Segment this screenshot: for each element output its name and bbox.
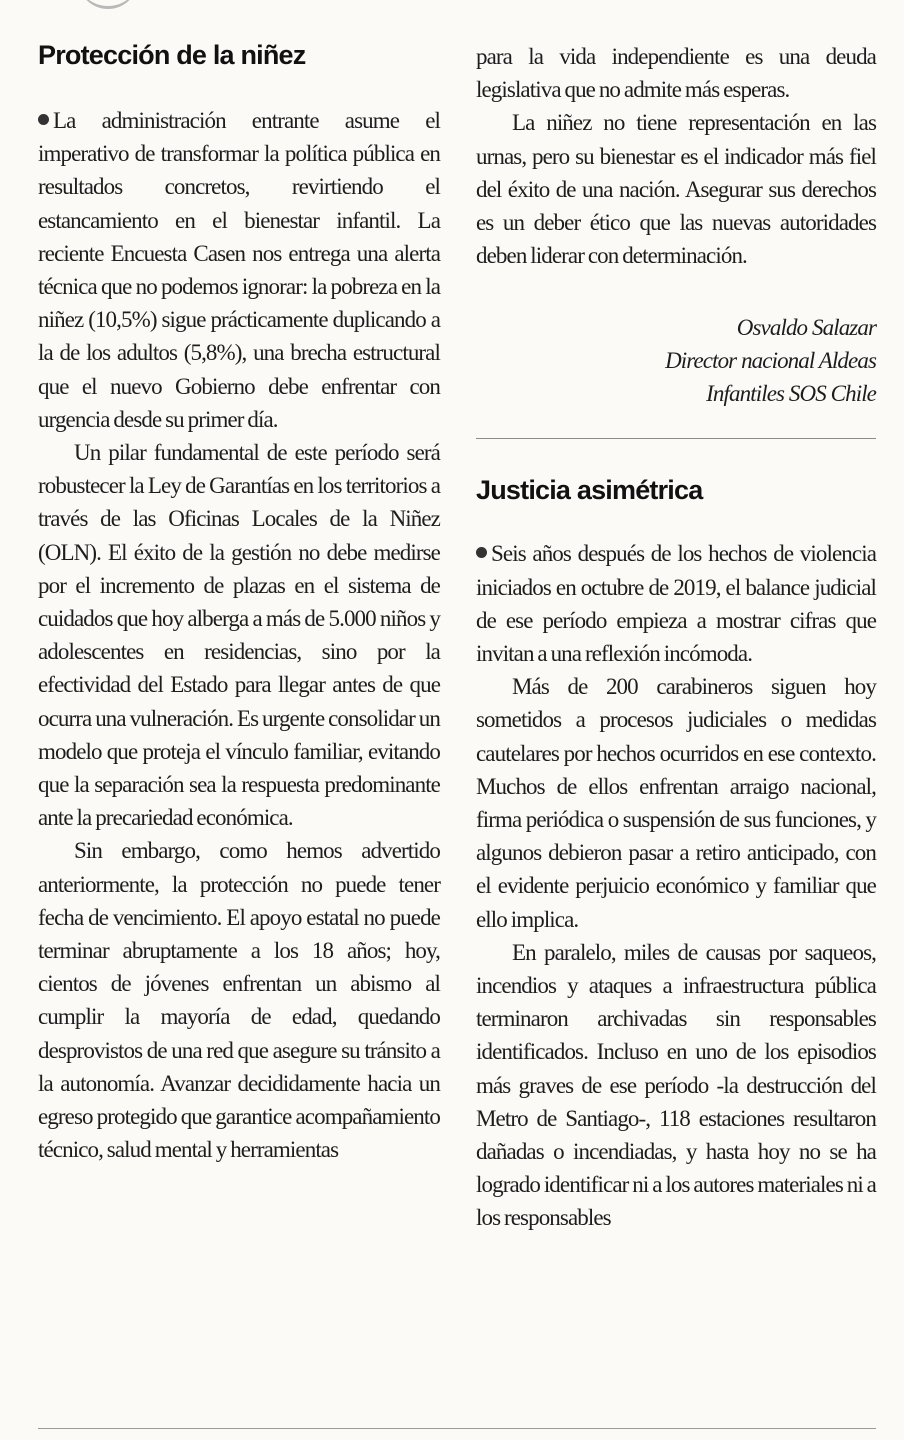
article-body [476, 537, 876, 1234]
article-paragraph: Un pilar fundamental de este período será robustecer la Ley de Garantías en los territorios a través de las Oficinas Locales de la Niñez (OLN). El éxito de la gestión no debe medirse por el incremento de plazas en el sistema de cuidados que hoy alberga a más de 5.000 niños y adolescentes en residencias, sino por la efectividad del Estado para llegar antes de que ocurra una vulneración. Es urgente consolidar un modelo que proteja el vínculo familiar, evitando que la separación sea la respuesta predominante ante la precariedad económica. [38, 440, 440, 831]
left-column [38, 0, 440, 1167]
article-paragraph: Seis años después de los hechos de violencia iniciados en octubre de 2019, el balance judicial de ese período empieza a mostrar cifras que invitan a una reflexión incómoda. [476, 541, 876, 667]
article-paragraph: La administración entrante asume el imperativo de transformar la política pública en resultados concretos, revirtiendo el estancamiento en el bienestar infantil. La reciente Encuesta Casen nos entrega una alerta técnica que no podemos ignorar: la pobreza en la niñez (10,5%) sigue prácticamente duplicando a la de los adultos (5,8%), una brecha estructural que el nuevo Gobierno debe enfrentar con urgencia desde su primer día. [38, 108, 440, 432]
article-paragraph: En paralelo, miles de causas por saqueos, incendios y ataques a infraestructura pública terminaron archivadas sin responsables identificados. Incluso en uno de los episodios más graves de ese período -la destrucción del Metro de Santiago-, 118 estaciones resultaron dañadas o incendiadas, y hasta hoy no se ha logrado identificar ni a los autores materiales ni a los responsables [476, 939, 876, 1231]
article-body [38, 104, 440, 1167]
article-body-continued [476, 40, 876, 272]
author-signature [476, 311, 876, 410]
right-column [476, 0, 876, 1235]
article-paragraph: para la vida independiente es una deuda legislativa que no admite más esperas. [476, 44, 876, 103]
article-paragraph: La niñez no tiene representación en las urnas, pero su bienestar es el indicador más fiel del éxito de una nación. Asegurar sus derechos es un deber ético que las nuevas autoridades deben liderar con determinación. [476, 110, 876, 269]
author-name: Osvaldo Salazar [736, 315, 876, 341]
bullet-icon [38, 114, 49, 125]
article-title: Protección de la niñez [38, 40, 306, 70]
newspaper-page [38, 0, 876, 1440]
author-role: Director nacional Aldeas [665, 348, 876, 374]
bottom-divider [38, 1428, 876, 1429]
article-paragraph: Más de 200 carabineros siguen hoy sometidos a procesos judiciales o medidas cautelares por hechos ocurridos en ese contexto. Muchos de ellos enfrentan arraigo nacional, firma periódica o suspensión de sus funciones, y algunos debieron pasar a retiro anticipado, con el evidente perjuicio económico y familiar que ello implica. [476, 674, 876, 932]
article-divider [476, 438, 876, 439]
author-organization: Infantiles SOS Chile [706, 381, 876, 407]
bullet-icon [476, 547, 487, 558]
article-paragraph: Sin embargo, como hemos advertido anteriormente, la protección no puede tener fecha de vencimiento. El apoyo estatal no puede terminar abruptamente a los 18 años; hoy, cientos de jóvenes enfrentan un abismo al cumplir la mayoría de edad, quedando desprovistos de una red que asegure su tránsito a la autonomía. Avanzar decididamente hacia un egreso protegido que garantice acompañamiento técnico, salud mental y herramientas [38, 838, 440, 1163]
article-title: Justicia asimétrica [476, 475, 703, 506]
